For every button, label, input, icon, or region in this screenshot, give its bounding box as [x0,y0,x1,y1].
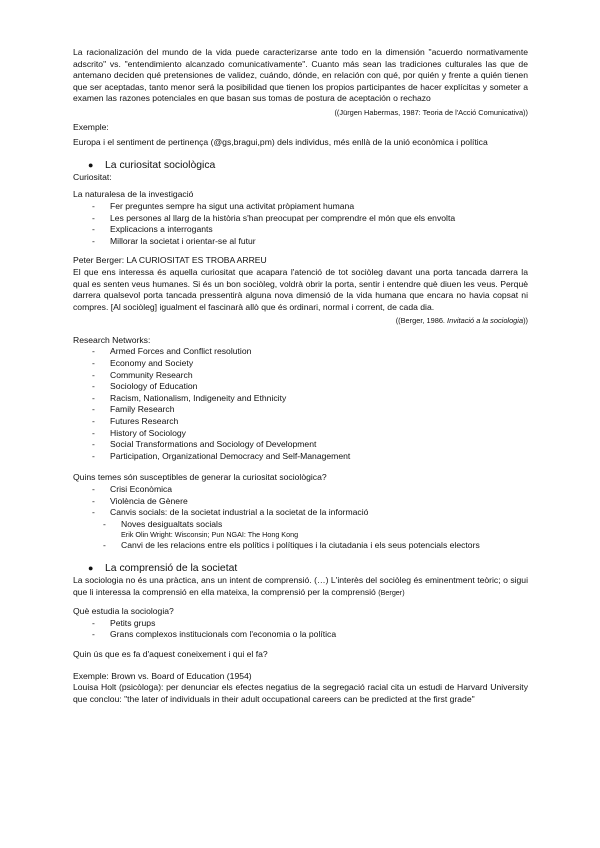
nature-heading: La naturalesa de la investigació [73,189,194,200]
study-question: Què estudia la sociologia? [73,606,174,617]
list-item: - Crisi Econòmica [92,484,528,496]
comprensio-paragraph [73,575,528,598]
section-title: La curiositat sociològica [105,159,216,171]
habermas-citation: ((Jürgen Habermas, 1987: Teoria de l'Acció Comunicativa)) [334,107,528,117]
curiositat-label: Curiositat: [73,171,112,182]
list-item: - Explicacions a interrogants [92,224,528,236]
section-heading-comprensio [73,562,528,575]
list-item: - Sociology of Education [92,381,528,393]
topics-list [73,484,528,519]
bullet-icon: ● [88,159,94,170]
list-item: - Millorar la societat i orientar-se al futur [92,236,528,248]
list-item: - Racism, Nationalism, Indigeneity and Ethnicity [92,393,528,405]
list-item: - Armed Forces and Conflict resolution [92,346,528,358]
list-item: - Futures Research [92,416,528,428]
citation-prefix: ((Berger, 1986. [395,316,448,326]
document-page [73,47,528,705]
list-item: - Les persones al llarg de la història s'han preocupat per comprendre el món que els envolta [92,213,528,225]
example-text: Europa i el sentiment de pertinença (@gs,bragui,pm) dels individus, més enllà de la unió econòmica i política [73,137,488,148]
citation-title: Invitació a la sociologia [447,316,524,326]
brown-example-heading: Exemple: Brown vs. Board of Education (1954) [73,670,252,681]
brown-example-text: Louisa Holt (psicòloga): per denunciar els efectes negatius de la segregació racial cita un estudi de Harvard University que conclou: "the later of individuals in their adult occupational careers can be predicted at the first grade" [73,682,528,704]
berger-quote: El que ens interessa és aquella curiositat que acapara l'atenció de tot sociòleg davant una porta tancada darrera la qual es senten veus humanes. Si és un bon sociòleg, voldrà obrir la porta, sentir i entendre què diuen les veus. Perquè darrera qualsevol porta tancada pressentirà alguna nova dimensió de la vida humana que encara no havia copsat ni compres. [Al sociòleg] igualment el fascinarà allò que és ordinari, normal i corrent, de cada dia. [73,266,528,312]
use-question: Quin ús que es fa d'aquest coneixement i qui el fa? [73,648,268,659]
networks-list [73,346,528,462]
habermas-quote: La racionalización del mundo de la vida puede caracterizarse ante todo en la dimensión "acuerdo normativamente adscrito" vs. "entendimiento alcanzado comunicativamente". Cuanto más sean las tradiciones culturales las que de antemano deciden qué pretensiones de validez, cuándo, dónde, en relación con qué, por quién y frente a quién tienen que ser aceptadas, tanto menor será la posibilidad que tienen los propios participantes de hacer explícitas y someter a examen las razones potenciales en que basan sus tomas de postura de aceptación o rechazo [73,47,528,104]
list-item: - Canvis socials: de la societat industrial a la societat de la informació [92,507,528,519]
section-heading-curiositat [73,159,528,172]
list-item: - Participation, Organizational Democracy and Self-Management [92,451,528,463]
example-label: Exemple: [73,121,109,132]
bullet-icon: ● [88,562,94,573]
nature-list [73,201,528,247]
subtopics-list [73,519,528,531]
subtopic-text: Noves desigualtats socials [121,518,223,529]
subtopic-reference: Erik Olin Wright: Wisconsin; Pun NGAI: The Hong Kong [121,530,299,540]
list-item: - Petits grups [92,618,528,630]
berger-heading: Peter Berger: LA CURIOSITAT ES TROBA ARREU [73,255,267,266]
list-item: - Social Transformations and Sociology of Development [92,439,528,451]
topics-question: Quins temes són susceptibles de generar la curiositat sociològica? [73,472,327,483]
list-item: - Community Research [92,370,528,382]
list-item: - Violència de Gènere [92,496,528,508]
list-item: - Family Research [92,404,528,416]
section-title: La comprensió de la societat [105,562,238,574]
list-item: - Canvi de les relacions entre els polítics i polítiques i la ciutadania i els seus potencials electors [103,540,528,552]
study-list [73,618,528,641]
list-item: - Fer preguntes sempre ha sigut una activitat pròpiament humana [92,201,528,213]
berger-citation [73,315,528,327]
paragraph-text: La sociologia no és una pràctica, ans un intent de comprensió. (…) L'interès del sociòleg és eminentment teòric; o sigui que li interessa la comprensió en ella mateixa, la comprensió per la comprensió [73,574,528,597]
list-item: - Economy and Society [92,358,528,370]
paragraph-reference: (Berger) [378,587,405,597]
networks-heading: Research Networks: [73,334,151,345]
citation-suffix: )) [523,316,528,326]
subtopics-list-2 [73,540,528,552]
list-item: - History of Sociology [92,428,528,440]
list-item [103,519,528,531]
list-item: - Grans complexos institucionals com l'economia o la política [92,629,528,641]
